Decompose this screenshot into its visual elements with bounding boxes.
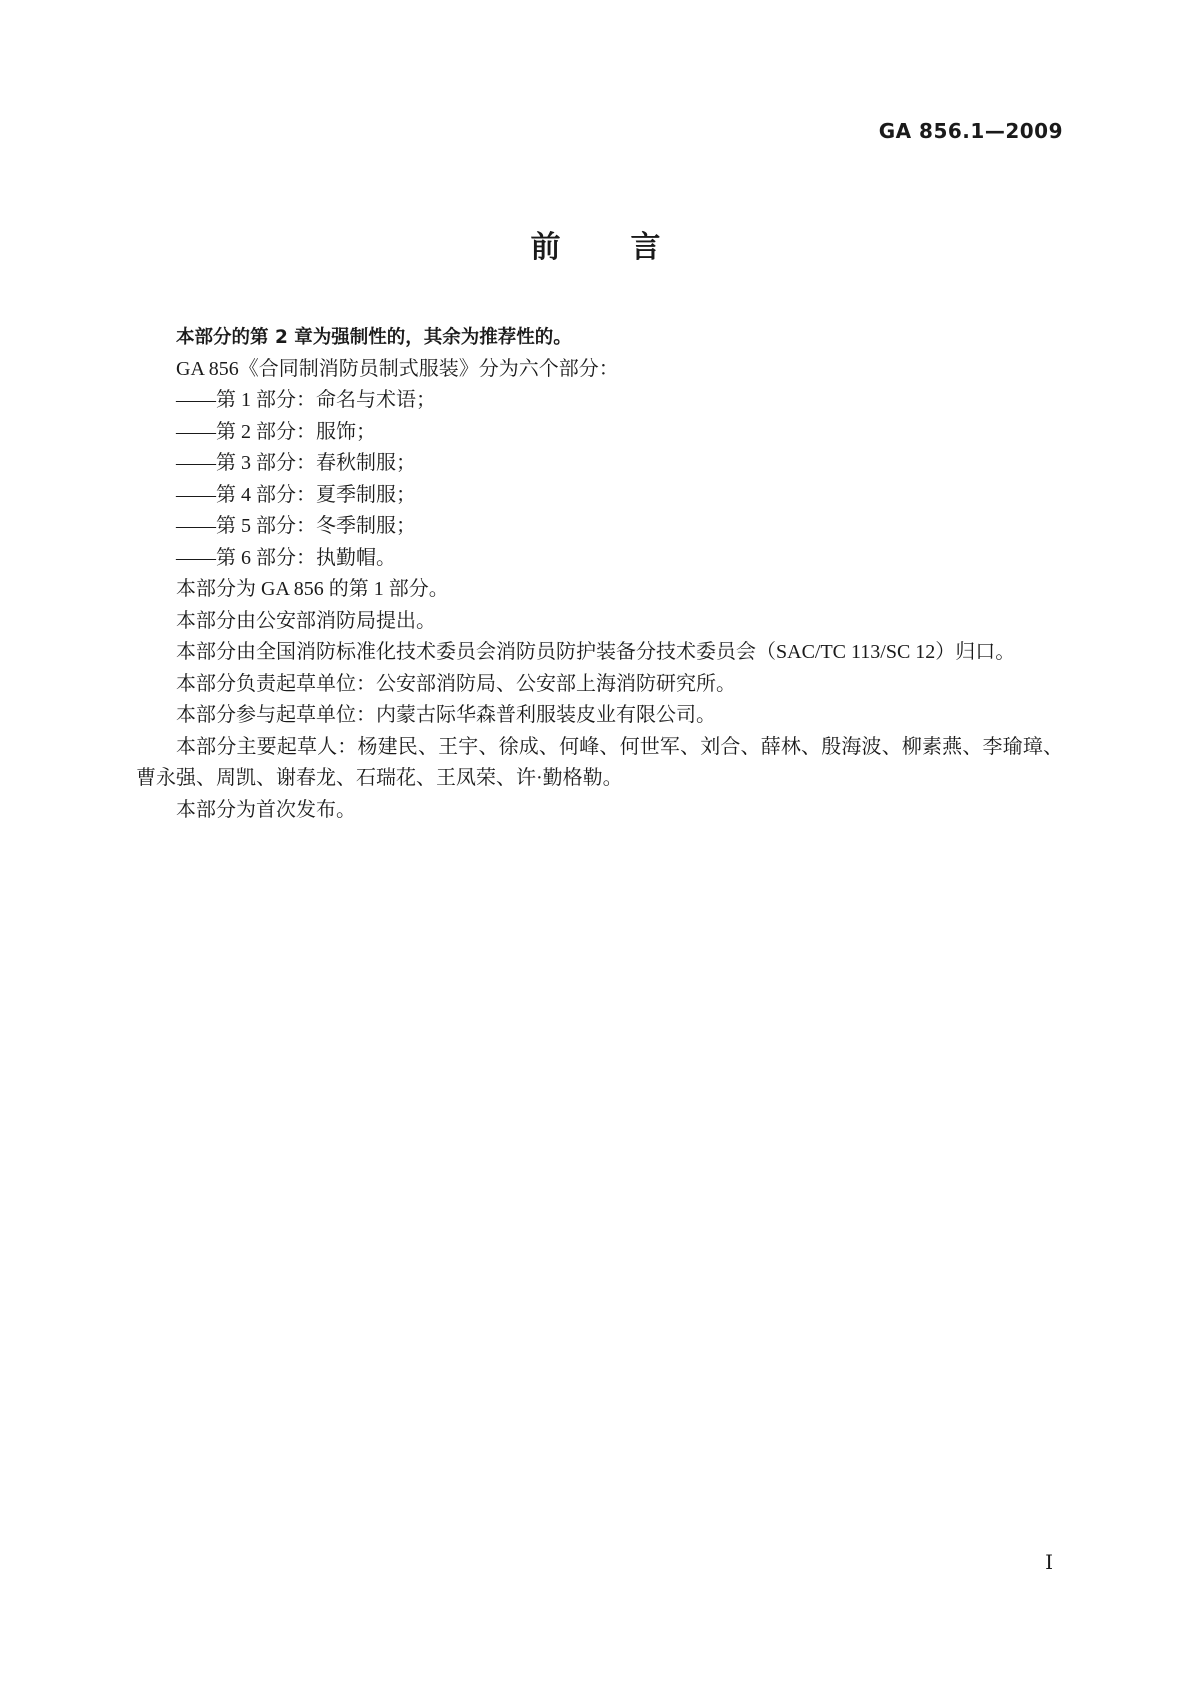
part-list-item-1: ——第 1 部分：命名与术语； xyxy=(176,389,436,411)
drafting-organization: 本部分负责起草单位：公安部消防局、公安部上海消防研究所。 xyxy=(176,672,736,695)
page-title: 前 言 xyxy=(530,230,681,265)
document-number: GA 856.1—2009 xyxy=(878,119,1063,143)
page-number: Ⅰ xyxy=(1045,1552,1053,1574)
part-statement: 本部分为 GA 856 的第 1 部分。 xyxy=(176,578,449,600)
mandatory-clause-statement: 本部分的第 2 章为强制性的，其余为推荐性的。 xyxy=(176,327,572,348)
drafters-list: 本部分主要起草人：杨建民、王宇、徐成、何峰、何世军、刘合、薛林、殷海波、柳素燕、李瑜璋、曹永强、周凯、谢春龙、石瑞花、王凤荣、许·勤格勒。 xyxy=(136,735,1063,789)
part-list-item-4: ——第 4 部分：夏季制服； xyxy=(176,483,416,506)
part-list-item-3: ——第 3 部分：春秋制服； xyxy=(176,452,416,474)
committee-statement: 本部分由全国消防标准化技术委员会消防员防护装备分技术委员会（SAC/TC 113/SC 12）归口。 xyxy=(176,641,1016,663)
foreword-body xyxy=(136,322,1063,826)
first-release-statement: 本部分为首次发布。 xyxy=(176,798,356,821)
parts-intro: GA 856《合同制消防员制式服装》分为六个部分： xyxy=(176,357,619,380)
part-list-item-2: ——第 2 部分：服饰； xyxy=(176,420,376,443)
part-list-item-6: ——第 6 部分：执勤帽。 xyxy=(176,546,396,569)
proposer-statement: 本部分由公安部消防局提出。 xyxy=(176,609,436,632)
participating-organization: 本部分参与起草单位：内蒙古际华森普利服装皮业有限公司。 xyxy=(176,704,716,726)
part-list-item-5: ——第 5 部分：冬季制服； xyxy=(176,515,416,537)
